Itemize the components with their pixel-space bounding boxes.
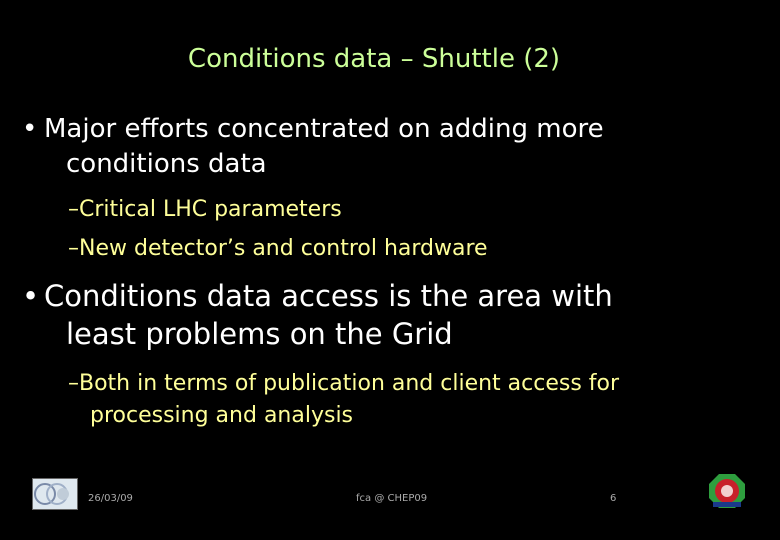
footer-author: fca @ CHEP09 xyxy=(356,493,428,504)
footer-page-number: 6 xyxy=(610,493,617,504)
bullet-dot-icon: • xyxy=(22,114,38,144)
sub-bullet-1-1: –Critical LHC parameters xyxy=(68,197,342,222)
footer-date: 26/03/09 xyxy=(88,493,133,504)
bullet-2-line2: least problems on the Grid xyxy=(66,317,453,351)
slide-title: Conditions data – Shuttle (2) xyxy=(187,44,561,74)
alice-logo-icon xyxy=(707,472,747,510)
chep-logo-icon xyxy=(32,478,78,510)
bullet-2 xyxy=(22,277,742,353)
bullet-dot-icon: • xyxy=(22,279,40,313)
sub-bullet-2-1-line1: –Both in terms of publication and client access for xyxy=(68,371,620,396)
bullet-1-line2: conditions data xyxy=(66,149,267,179)
sub-bullet-1-2: –New detector’s and control hardware xyxy=(68,236,488,261)
bullet-1-line1: Major efforts concentrated on adding more xyxy=(44,114,604,144)
sub-bullet-2-1-line2: processing and analysis xyxy=(90,403,354,428)
bullet-1 xyxy=(22,112,722,182)
sub-bullet-2-1 xyxy=(68,368,748,432)
bullet-2-line1: Conditions data access is the area with xyxy=(44,279,613,313)
